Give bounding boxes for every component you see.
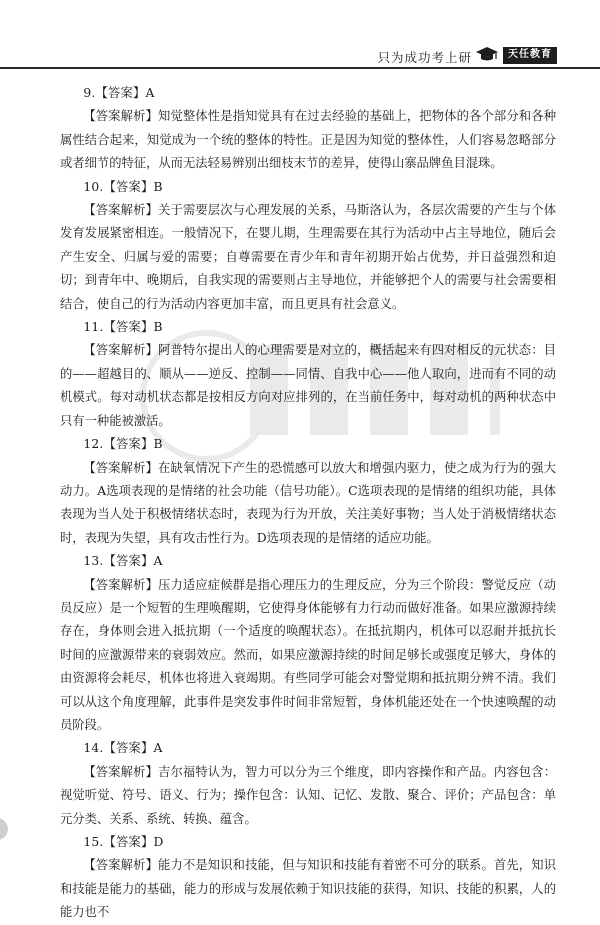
brand-logo: [474, 45, 582, 65]
analysis-15: 【答案解析】能力不是知识和技能，但与知识和技能有着密不可分的联系。首先，知识和技能是能力的基础，能力的形成与发展依赖于知识技能的获得，知识、技能的积累，人的能力也不: [60, 858, 556, 920]
answer-line-12: 12.【答案】B: [83, 437, 163, 452]
analysis-9: 【答案解析】知觉整体性是指知觉具有在过去经验的基础上，把物体的各个部分和各种属性结合起来，知觉成为一个统的整体的特性。正是因为知觉的整体性，人们容易忽略部分或者细节的特征，从而无法轻易辨别出细枝末节的差异，使得山寨品牌鱼目混珠。: [60, 109, 556, 171]
answer-line-14: 14.【答案】A: [83, 741, 163, 756]
analysis-13: 【答案解析】压力适应症候群是指心理压力的生理反应，分为三个阶段：警觉反应（动员反应）是一个短暂的生理唤醒期，它使得身体能够有力行动而做好准备。如果应激源持续存在，身体则会进入抵抗期（一个适度的唤醒状态）。在抵抗期内，机体可以忍耐并抵抗长时间的应激源带来的衰弱效应。然而，如果应激源持续的时间足够长或强度足够大，身体的由资源将会耗尽，机体也将进入衰竭期。有些同学可能会对警觉期和抵抗期分辨不清。我们可以从这个角度理解，此事件是突发事件时间非常短暂，身体机能还处在一个快速唤醒的动员阶段。: [60, 577, 556, 732]
answer-key: [60, 82, 556, 925]
analysis-12: 【答案解析】在缺氧情况下产生的恐慌感可以放大和增强内驱力，使之成为行为的强大动力。A选项表现的是情绪的社会功能（信号功能）。C选项表现的是情绪的组织功能，具体表现为当人处于积极情绪状态时，表现为行为开放，关注美好事物；当人处于消极情绪状态时，表现为失望，具有攻击性行为。D选项表现的是情绪的适应功能。: [60, 460, 556, 545]
header-slogan: 只为成功考上研: [377, 50, 472, 65]
analysis-14: 【答案解析】吉尔福特认为，智力可以分为三个维度，即内容操作和产品。内容包含：视觉听觉、符号、语义、行为；操作包含：认知、记忆、发散、聚合、评价；产品包含：单元分类、关系、系统、转换、蕴含。: [60, 764, 556, 826]
brand-name: 天任教育: [508, 49, 552, 60]
page-corner-tab: [0, 818, 8, 840]
answer-line-15: 15.【答案】D: [83, 835, 164, 849]
answer-line-11: 11.【答案】B: [83, 320, 163, 335]
answer-line-9: 9.【答案】A: [83, 86, 155, 100]
graduation-cap-icon: [474, 46, 500, 64]
brand-badge: [503, 47, 557, 64]
analysis-11: 【答案解析】阿普特尔提出人的心理需要是对立的，概括起来有四对相反的元状态：目的——超越目的、顺从——逆反、控制——同情、自我中心——他人取向，进而有不同的动机模式。每对动机状态都是按相反方向对应排列的，在当前任务中，每对动机的两种状态中只有一种能被激活。: [60, 343, 556, 428]
analysis-10: 【答案解析】关于需要层次与心理发展的关系，马斯洛认为，各层次需要的产生与个体发育发展紧密相连。一般情况下，在婴儿期，生理需要在其行为活动中占主导地位，随后会产生安全、归属与爱的需要；自尊需要在青少年和青年初期开始占优势，并日益强烈和迫切；到青年中、晚期后，自我实现的需要则占主导地位，并能够把个人的需要与社会需要相结合，使自己的行为活动内容更加丰富，而且更具有社会意义。: [60, 203, 556, 311]
header-rule: [0, 67, 600, 69]
answer-line-10: 10.【答案】B: [83, 179, 163, 194]
page-header: [0, 0, 600, 68]
answer-line-13: 13.【答案】A: [83, 554, 163, 569]
